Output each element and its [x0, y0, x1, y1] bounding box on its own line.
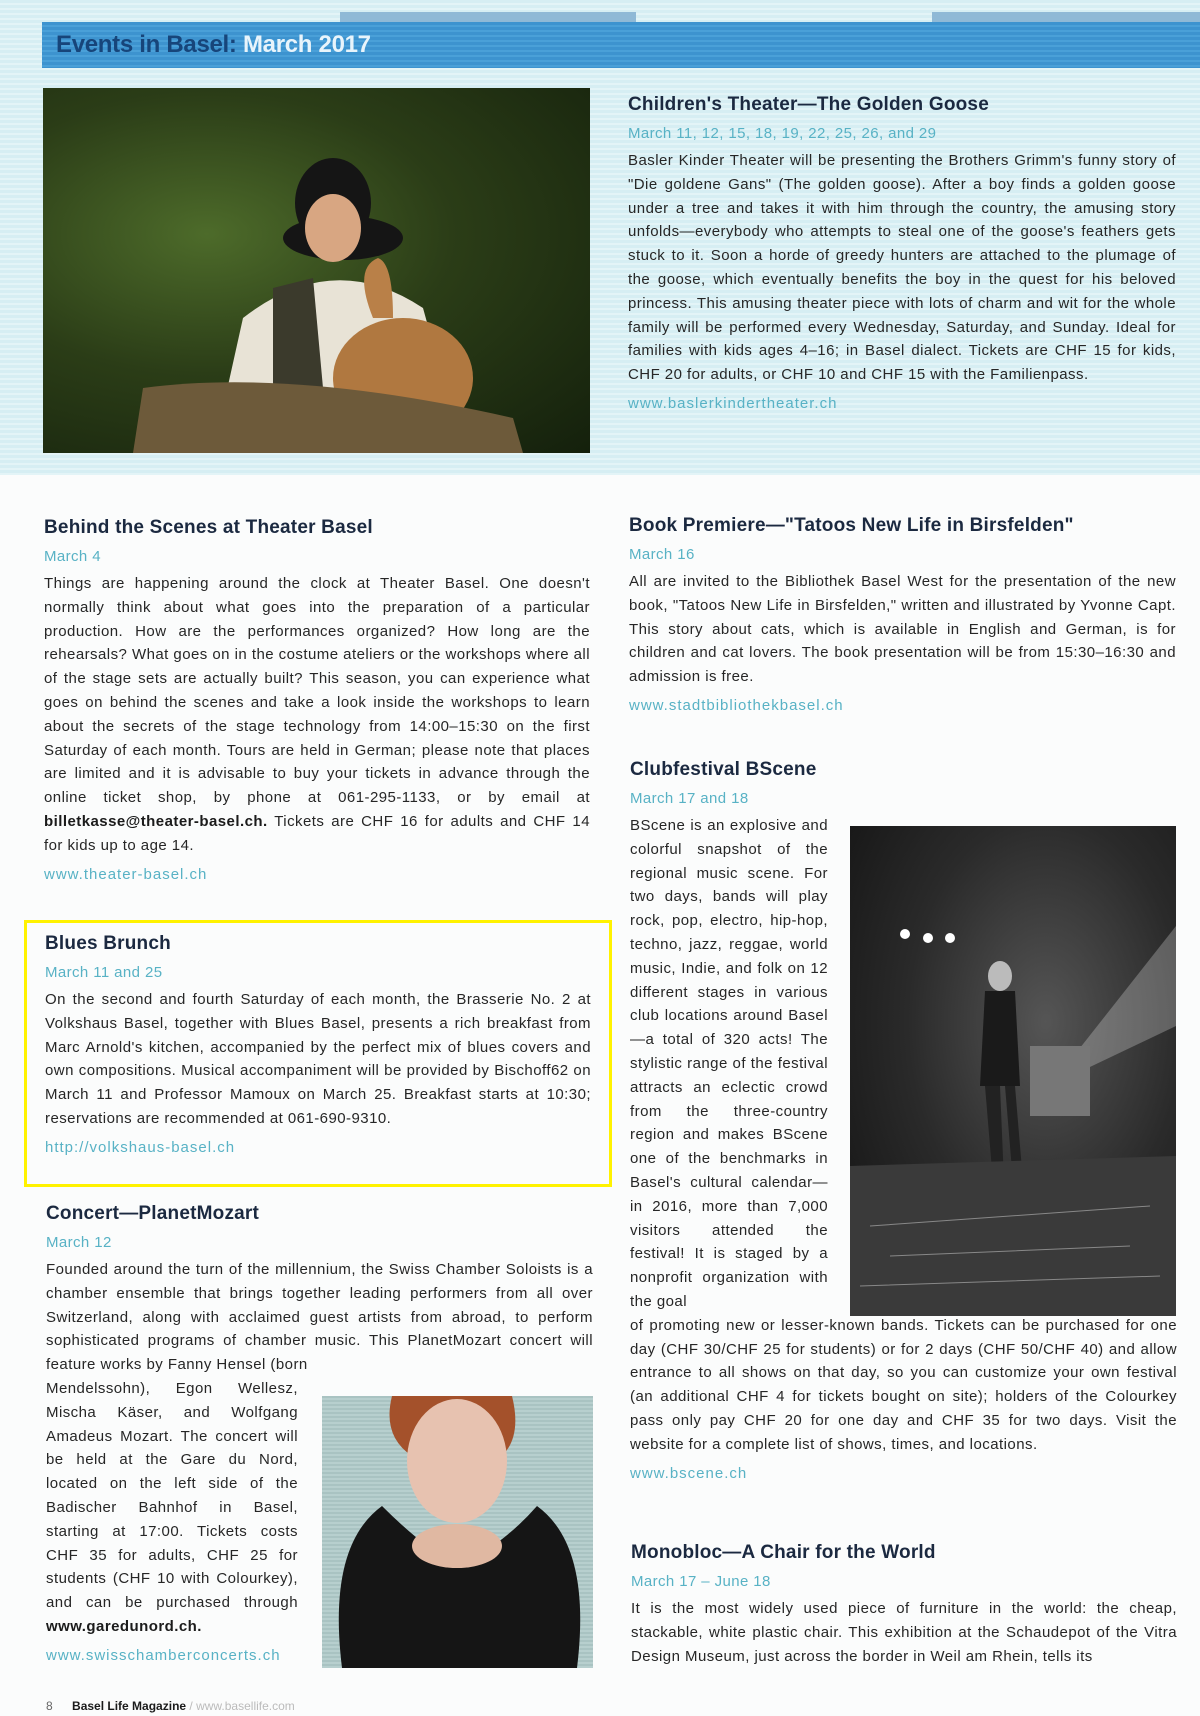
page-number: 8	[46, 1699, 53, 1713]
event-title: Children's Theater—The Golden Goose	[628, 94, 989, 115]
concert-stage-photo	[850, 826, 1176, 1316]
event-title: Monobloc—A Chair for the World	[631, 1542, 936, 1563]
event-description-side: BScene is an explosive and colorful snapshot of the regional music scene. For two days, bands will play rock, pop, electro, hip-hop, techno, jazz, reggae, world music, Indie, and folk on 12 different stages in various club locations around Basel—a total of 320 acts! The stylistic range of the festival attracts an eclectic crowd from the three-country region and makes BScene one of the benchmarks in Basel's cultural calendar—in 2016, more than 7,000 visitors attended the festival! It is staged by a nonprofit organization with the goal	[630, 817, 828, 1310]
event-description: It is the most widely used piece of furniture in the world: the cheap, stackable, white plastic chair. This exhibition at the Schaudepot of the Vitra Design Museum, just across the border in Weil am Rhein, tells its	[631, 1600, 1177, 1665]
event-title: Concert—PlanetMozart	[46, 1203, 260, 1224]
event-date: March 16	[629, 546, 695, 563]
event-title: Blues Brunch	[45, 933, 171, 954]
golden-goose-illustration	[43, 88, 590, 453]
event-link[interactable]: www.swisschamberconcerts.ch	[46, 1646, 281, 1664]
event-date: March 11, 12, 15, 18, 19, 22, 25, 26, and 29	[628, 125, 937, 142]
event-date: March 17 – June 18	[631, 1573, 771, 1590]
event-book-premiere	[629, 514, 1176, 714]
event-description: of promoting new or lesser-known bands. Tickets can be purchased for one day (CHF 30/CHF 25 for students) or for 2 days (CHF 50/CHF 40) and allow entrance to all shows on that day, so you can customize your own festival (an additional CHF 4 for tickets bought on site); holders of the Colourkey pass only pay CHF 20 for one day and CHF 35 for two days. Visit the website for a complete list of shows, times, and locations.	[630, 1316, 1177, 1453]
page-footer	[46, 1699, 295, 1713]
concert-stage-illustration	[850, 826, 1176, 1316]
event-description: Basler Kinder Theater will be presenting the Brothers Grimm's funny story of "Die goldene Gans" (The golden goose). After a boy finds a golden goose under a tree and takes it with him through the country, the amusing story unfolds—everybody who attempts to steal one of the goose's feathers gets stuck to it. Soon a horde of greedy hunters are attached to the plumage of the goose, which eventually benefits the boy in the quest for his beloved princess. This amusing theater piece with lots of charm and wit for the whole family will be performed every Wednesday, Saturday, and Sunday. Ideal for families with kids ages 4–16; in Basel dialect. Tickets are CHF 15 for kids, CHF 20 for adults, or CHF 10 and CHF 15 with the Familienpass.	[628, 152, 1176, 384]
event-date: March 4	[44, 548, 101, 565]
event-description: Founded around the turn of the millennium, the Swiss Chamber Soloists is a chamber ensemble that brings together leading performers from all over Switzerland, along with acclaimed guest artists from abroad, to perform sophisticated programs of chamber music. This PlanetMozart concert will feature works by Fanny Hensel (born	[46, 1261, 593, 1374]
event-title: Clubfestival BScene	[630, 759, 817, 780]
event-blues-brunch	[45, 932, 591, 1156]
section-header-band	[42, 22, 1200, 68]
event-link[interactable]: www.bscene.ch	[630, 1464, 748, 1482]
event-description: All are invited to the Bibliothek Basel West for the presentation of the new book, "Tatoos New Life in Birsfelden," written and illustrated by Yvonne Capt. This story about cats, which is available in English and German, is for children and cat lovers. The book presentation will be from 15:30–16:30 and admission is free.	[629, 573, 1176, 686]
singer-portrait-photo	[322, 1396, 593, 1668]
event-description: Things are happening around the clock at Theater Basel. One doesn't normally think about what goes into the preparation of a particular production. How are the performances organized? How long are the rehearsals? What goes on in the costume ateliers or the workshops where all of the stage sets are actually built? This season, you can experience what goes on behind the scenes and take a look inside the workshops to learn about the secrets of the stage technology from 14:00–15:30 on the first Saturday of each month. Tours are held in German; please note that places are limited and it is advisable to buy your tickets in advance through the online ticket shop, by phone at 061-295-1133, or by email at billetkasse@theater-basel.ch. Tickets are CHF 16 for adults and CHF 14 for kids up to age 14.	[44, 575, 590, 854]
event-date: March 11 and 25	[45, 964, 163, 981]
event-link[interactable]: http://volkshaus-basel.ch	[45, 1138, 236, 1156]
garedunord-link[interactable]: www.garedunord.ch.	[46, 1617, 202, 1635]
event-date: March 12	[46, 1234, 112, 1251]
event-childrens-theater	[628, 93, 1176, 412]
singer-portrait-illustration	[322, 1396, 593, 1668]
event-date: March 17 and 18	[630, 790, 749, 807]
event-link[interactable]: www.baslerkindertheater.ch	[628, 394, 838, 412]
magazine-site: / www.basellife.com	[189, 1699, 295, 1713]
event-title: Book Premiere—"Tatoos New Life in Birsfelden"	[629, 515, 1074, 536]
event-description: On the second and fourth Saturday of each month, the Brasserie No. 2 at Volkshaus Basel, together with Blues Basel, presents a rich breakfast from Marc Arnold's kitchen, accompanied by the perfect mix of blues covers and own compositions. Musical accompaniment will be provided by Bischoff62 on March 11 and Professor Mamoux on March 25. Breakfast starts at 10:30; reservations are recommended at 061-690-9310.	[45, 991, 591, 1127]
event-behind-the-scenes	[44, 516, 590, 883]
event-monobloc	[631, 1541, 1177, 1668]
event-link[interactable]: www.stadtbibliothekbasel.ch	[629, 696, 844, 714]
event-link[interactable]: www.theater-basel.ch	[44, 865, 208, 883]
golden-goose-photo	[43, 88, 590, 453]
email-link[interactable]: billetkasse@theater-basel.ch.	[44, 812, 268, 830]
magazine-name: Basel Life Magazine	[72, 1699, 187, 1713]
event-title: Behind the Scenes at Theater Basel	[44, 517, 373, 538]
event-description-side: Mendelssohn), Egon Wellesz, Mischa Käser, and Wolfgang Amadeus Mozart. The concert will be held at the Gare du Nord, located on the left side of the Badischer Bahnhof in Basel, starting at 17:00. Tickets costs CHF 35 for adults, CHF 25 for students (CHF 10 with Colourkey), and can be purchased through www.garedunord.ch.	[46, 1379, 298, 1635]
page-title: Events in Basel: March 2017	[56, 31, 371, 58]
